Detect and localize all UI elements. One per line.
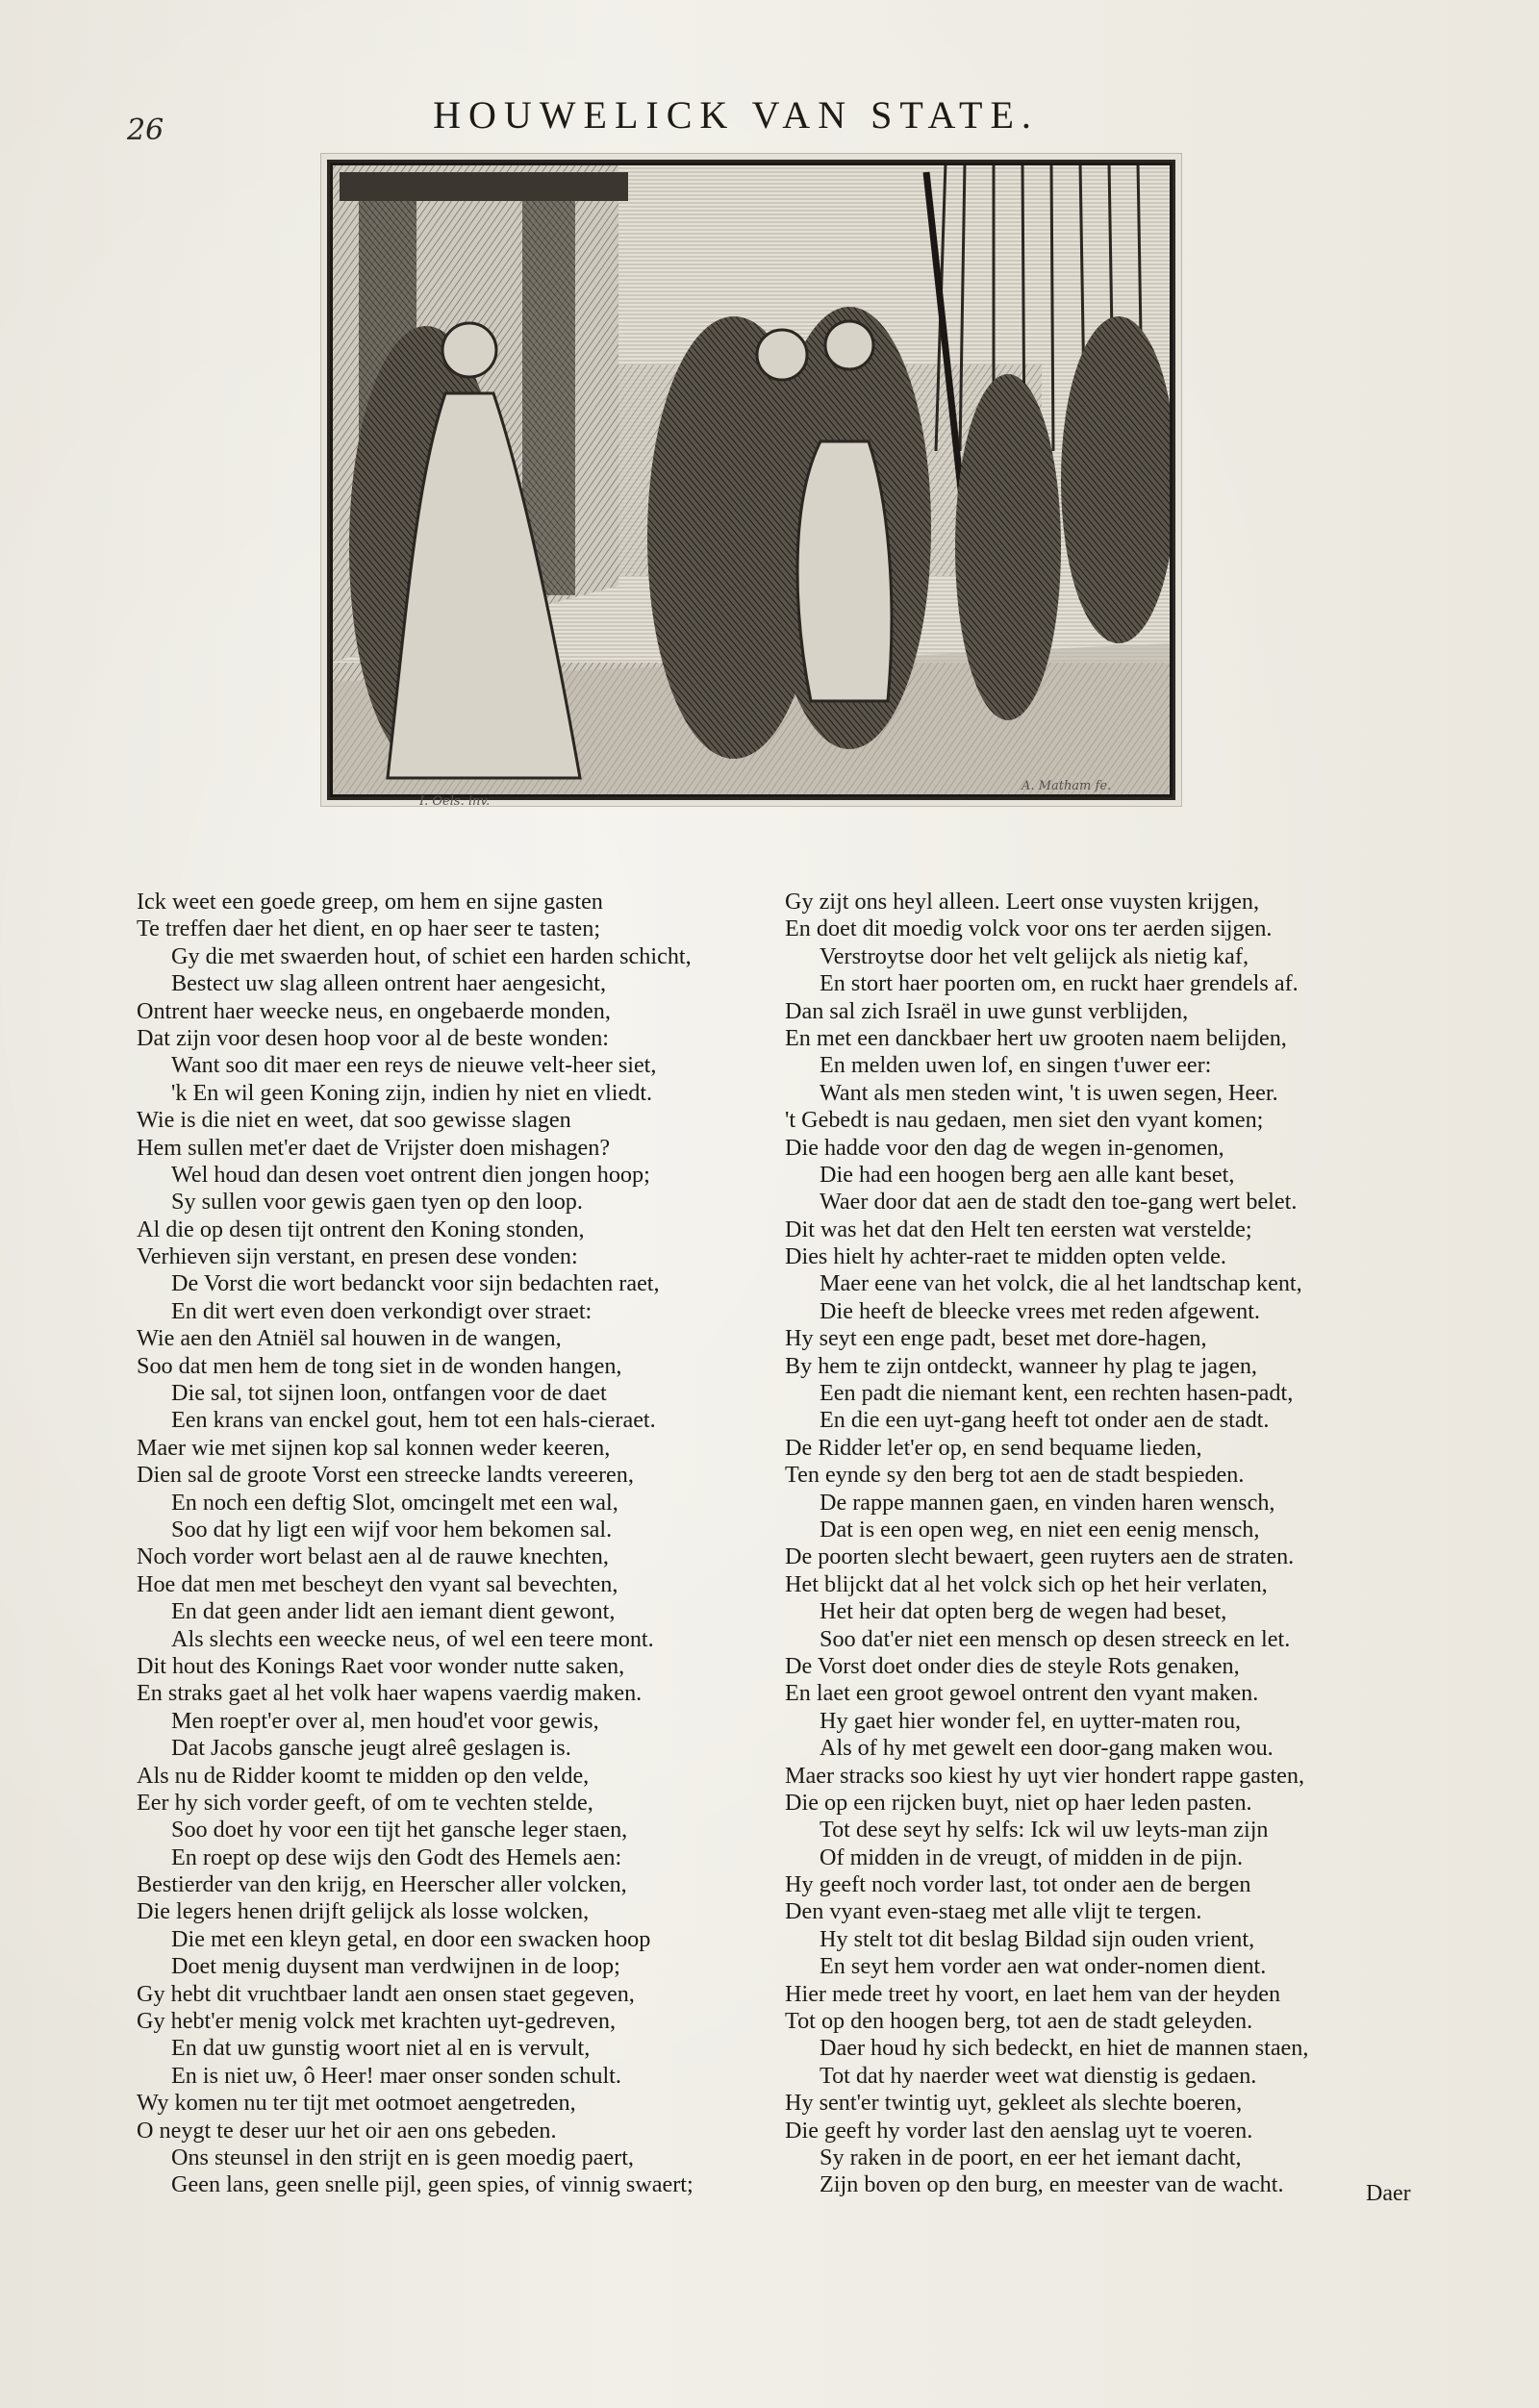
verse-line: Hy seyt een enge padt, beset met dore-hagen, (785, 1325, 1207, 1352)
verse-line: Geen lans, geen snelle pijl, geen spies, of vinnig swaert; (171, 2171, 694, 2198)
verse-line: Dat Jacobs gansche jeugt alreê geslagen is. (171, 1735, 571, 1762)
verse-line: Die hadde voor den dag de wegen in-genomen, (785, 1134, 1224, 1161)
verse-line: De Vorst die wort bedanckt voor sijn bedachten raet, (171, 1270, 660, 1297)
verse-line: O neygt te deser uur het oir aen ons gebeden. (137, 2117, 557, 2144)
verse-line: Als of hy met gewelt een door-gang maken wou. (820, 1735, 1274, 1762)
verse-line: Dit hout des Konings Raet voor wonder nutte saken, (137, 1652, 625, 1679)
right-text-column (785, 889, 1439, 2199)
verse-line: Eer hy sich vorder geeft, of om te vechten stelde, (137, 1789, 593, 1816)
verse-line: Ten eynde sy den berg tot aen de stadt bespieden. (785, 1462, 1245, 1489)
verse-line: Verhieven sijn verstant, en presen dese vonden: (137, 1243, 578, 1270)
verse-line: Die geeft hy vorder last den aenslag uyt te voeren. (785, 2117, 1253, 2144)
verse-line: De Ridder let'er op, en send bequame lieden, (785, 1434, 1202, 1461)
verse-line: Tot op den hoogen berg, tot aen de stadt geleyden. (785, 2008, 1253, 2035)
verse-line: Als nu de Ridder koomt te midden op den velde, (137, 1762, 590, 1789)
verse-line: Doet menig duysent man verdwijnen in de loop; (171, 1953, 620, 1980)
verse-line: 'k En wil geen Koning zijn, indien hy niet en vliedt. (171, 1079, 653, 1106)
verse-line: En dit wert even doen verkondigt over straet: (171, 1297, 593, 1324)
catchword: Daer (1366, 2181, 1411, 2206)
verse-line: En met een danckbaer hert uw grooten naem belijden, (785, 1024, 1287, 1051)
verse-line: Het blijckt dat al het volck sich op het heir verlaten, (785, 1570, 1268, 1597)
verse-line: Men roept'er over al, men houd'et voor gewis, (171, 1707, 599, 1734)
verse-line: Ons steunsel in den strijt en is geen moedig paert, (171, 2144, 634, 2170)
verse-line: Hoe dat men met bescheyt den vyant sal bevechten, (137, 1570, 618, 1597)
verse-line: Noch vorder wort belast aen al de rauwe knechten, (137, 1543, 609, 1570)
verse-line: Wy komen nu ter tijt met ootmoet aengetreden, (137, 2090, 576, 2117)
verse-line: Tot dese seyt hy selfs: Ick wil uw leyts-man zijn (820, 1817, 1269, 1844)
verse-line: Maer wie met sijnen kop sal konnen weder keeren, (137, 1434, 611, 1461)
verse-line: Bestect uw slag alleen ontrent haer aengesicht, (171, 970, 606, 997)
verse-line: Hy geeft noch vorder last, tot onder aen de bergen (785, 1871, 1251, 1898)
running-head: HOUWELICK VAN STATE. (433, 93, 1039, 137)
engraving-illustration (330, 163, 1173, 797)
verse-line: En dat uw gunstig woort niet al en is vervult, (171, 2035, 591, 2062)
verse-line: Hier mede treet hy voort, en laet hem van der heyden (785, 1980, 1281, 2007)
verse-line: Sy sullen voor gewis gaen tyen op den loop. (171, 1189, 583, 1216)
verse-line: Gy hebt'er menig volck met krachten uyt-gedreven, (137, 2008, 617, 2035)
verse-line: Gy die met swaerden hout, of schiet een harden schicht, (171, 942, 692, 969)
engraver-credit-right: A. Matham fe. (1022, 779, 1112, 793)
engraver-credit-left: I. Oels. inv. (419, 794, 491, 809)
verse-line: Soo dat hy ligt een wijf voor hem bekomen sal. (171, 1516, 613, 1543)
verse-line: Soo doet hy voor een tijt het gansche leger staen, (171, 1817, 628, 1844)
verse-line: Den vyant even-staeg met alle vlijt te tergen. (785, 1898, 1202, 1925)
verse-line: Gy zijt ons heyl alleen. Leert onse vuysten krijgen, (785, 889, 1260, 915)
verse-line: Hy stelt tot dit beslag Bildad sijn ouden vrient, (820, 1925, 1255, 1952)
verse-line: En roept op dese wijs den Godt des Hemels aen: (171, 1844, 622, 1870)
verse-line: Daer houd hy sich bedeckt, en hiet de mannen staen, (820, 2035, 1309, 2062)
verse-line: Wie aen den Atniël sal houwen in de wangen, (137, 1325, 562, 1352)
verse-line: Dien sal de groote Vorst een streecke landts vereeren, (137, 1462, 634, 1489)
verse-line: Die legers henen drijft gelijck als losse wolcken, (137, 1898, 590, 1925)
verse-line: Die met een kleyn getal, en door een swacken hoop (171, 1925, 651, 1952)
verse-line: Dat zijn voor desen hoop voor al de beste wonden: (137, 1024, 610, 1051)
verse-line: Soo dat men hem de tong siet in de wonden hangen, (137, 1352, 622, 1379)
verse-line: Die op een rijcken buyt, niet op haer leden pasten. (785, 1789, 1252, 1816)
engraving-plate (327, 160, 1175, 800)
verse-line: Die had een hoogen berg aen alle kant beset, (820, 1161, 1235, 1188)
verse-line: Dies hielt hy achter-raet te midden opten velde. (785, 1243, 1226, 1270)
verse-line: Zijn boven op den burg, en meester van de wacht. (820, 2171, 1284, 2198)
verse-line: Verstroytse door het velt gelijck als nietig kaf, (820, 942, 1249, 969)
left-text-column (137, 889, 781, 2199)
verse-line: En is niet uw, ô Heer! maer onser sonden schult. (171, 2062, 621, 2089)
verse-line: Want als men steden wint, 't is uwen segen, Heer. (820, 1079, 1278, 1106)
verse-line: En straks gaet al het volk haer wapens vaerdig maken. (137, 1680, 643, 1707)
verse-line: Hy gaet hier wonder fel, en uytter-maten rou, (820, 1707, 1242, 1734)
verse-line: Gy hebt dit vruchtbaer landt aen onsen staet gegeven, (137, 1980, 635, 2007)
verse-line: Die heeft de bleecke vrees met reden afgewent. (820, 1297, 1260, 1324)
verse-line: Sy raken in de poort, en eer het iemant dacht, (820, 2144, 1242, 2170)
verse-line: Wel houd dan desen voet ontrent dien jongen hoop; (171, 1161, 650, 1188)
verse-line: En die een uyt-gang heeft tot onder aen de stadt. (820, 1407, 1270, 1434)
verse-line: Soo dat'er niet een mensch op desen streeck en let. (820, 1625, 1291, 1652)
verse-line: De poorten slecht bewaert, geen ruyters aen de straten. (785, 1543, 1295, 1570)
verse-line: Als slechts een weecke neus, of wel een teere mont. (171, 1625, 654, 1652)
verse-line: Waer door dat aen de stadt den toe-gang wert belet. (820, 1189, 1298, 1216)
verse-line: Dit was het dat den Helt ten eersten wat verstelde; (785, 1216, 1252, 1242)
verse-line: Het heir dat opten berg de wegen had beset, (820, 1598, 1227, 1625)
verse-line: En melden uwen lof, en singen t'uwer eer: (820, 1052, 1212, 1079)
verse-line: By hem te zijn ontdeckt, wanneer hy plag te jagen, (785, 1352, 1257, 1379)
verse-line: Bestierder van den krijg, en Heerscher aller volcken, (137, 1871, 627, 1898)
verse-line: En laet een groot gewoel ontrent den vyant maken. (785, 1680, 1259, 1707)
verse-line: Al die op desen tijt ontrent den Koning stonden, (137, 1216, 585, 1242)
verse-line: Een krans van enckel gout, hem tot een hals-cieraet. (171, 1407, 656, 1434)
verse-line: Te treffen daer het dient, en op haer seer te tasten; (137, 916, 601, 942)
verse-line: Wie is die niet en weet, dat soo gewisse slagen (137, 1107, 571, 1134)
verse-line: Dan sal zich Israël in uwe gunst verblijden, (785, 997, 1189, 1024)
verse-line: Tot dat hy naerder weet wat dienstig is gedaen. (820, 2062, 1257, 2089)
verse-line: En dat geen ander lidt aen iemant dient gewont, (171, 1598, 616, 1625)
verse-line: Hem sullen met'er daet de Vrijster doen mishagen? (137, 1134, 611, 1161)
verse-line: Want soo dit maer een reys de nieuwe velt-heer siet, (171, 1052, 657, 1079)
page-number: 26 (127, 113, 164, 147)
verse-line: Hy sent'er twintig uyt, gekleet als slechte boeren, (785, 2090, 1243, 2117)
verse-line: Ick weet een goede greep, om hem en sijne gasten (137, 889, 603, 915)
verse-line: Een padt die niemant kent, een rechten hasen-padt, (820, 1380, 1294, 1407)
verse-line: Maer stracks soo kiest hy uyt vier hondert rappe gasten, (785, 1762, 1305, 1789)
verse-line: Ontrent haer weecke neus, en ongebaerde monden, (137, 997, 611, 1024)
verse-line: Of midden in de vreugt, of midden in de pijn. (820, 1844, 1243, 1870)
verse-line: Dat is een open weg, en niet een eenig mensch, (820, 1516, 1260, 1543)
verse-line: En stort haer poorten om, en ruckt haer grendels af. (820, 970, 1299, 997)
verse-line: De Vorst doet onder dies de steyle Rots genaken, (785, 1652, 1240, 1679)
verse-line: De rappe mannen gaen, en vinden haren wensch, (820, 1489, 1275, 1516)
verse-line: Die sal, tot sijnen loon, ontfangen voor de daet (171, 1380, 607, 1407)
verse-line: En noch een deftig Slot, omcingelt met een wal, (171, 1489, 618, 1516)
verse-line: En doet dit moedig volck voor ons ter aerden sijgen. (785, 916, 1273, 942)
verse-line: En seyt hem vorder aen wat onder-nomen dient. (820, 1953, 1267, 1980)
verse-line: 't Gebedt is nau gedaen, men siet den vyant komen; (785, 1107, 1264, 1134)
verse-line: Maer eene van het volck, die al het landtschap kent, (820, 1270, 1302, 1297)
